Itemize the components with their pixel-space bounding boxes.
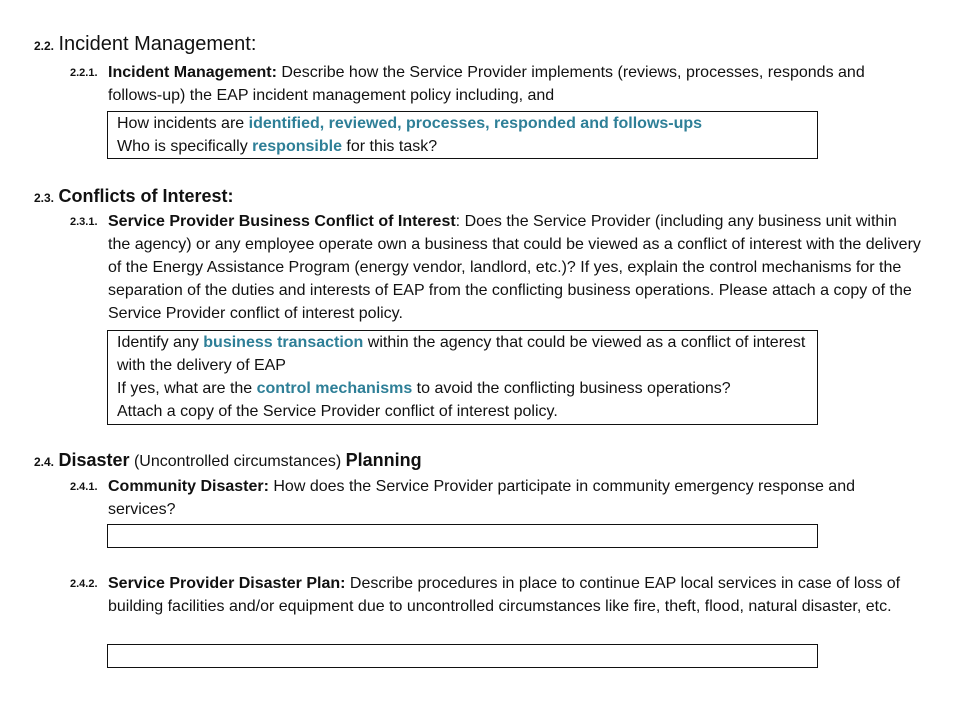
- guidance-text: If yes, what are the: [117, 380, 257, 397]
- section-2-2-heading: [34, 33, 256, 56]
- guidance-text: Who is specifically: [117, 138, 253, 155]
- section-2-4-heading: [34, 450, 422, 471]
- subsection-number: 2.3.1.: [70, 216, 98, 228]
- conflict-guidance-box: [107, 330, 818, 425]
- guidance-highlight: identified, reviewed, processes, responded and follows-ups: [248, 115, 703, 132]
- subsection-label: Service Provider Business Conflict of Interest: [108, 213, 456, 230]
- guidance-line: [117, 331, 809, 377]
- disaster-plan-response-field[interactable]: [107, 644, 818, 668]
- guidance-text: to avoid the conflicting business operations?: [412, 380, 731, 397]
- guidance-highlight: business transaction: [203, 334, 364, 351]
- section-title-part: Planning: [345, 450, 422, 470]
- subsection-number: 2.4.2.: [70, 578, 98, 590]
- section-2-3-heading: [34, 186, 233, 207]
- subsection-number: 2.4.1.: [70, 481, 98, 493]
- community-disaster-response-field[interactable]: [107, 524, 818, 548]
- section-title-part: Disaster: [58, 450, 130, 470]
- subsection-description: Describe how the Service Provider implements (reviews, processes, responds and follows-up) the EAP incident management policy including, and: [108, 64, 865, 104]
- guidance-highlight: control mechanisms: [256, 380, 413, 397]
- guidance-line: Attach a copy of the Service Provider conflict of interest policy.: [117, 403, 558, 420]
- incident-guidance-box: [107, 111, 818, 159]
- guidance-line: [117, 112, 817, 135]
- guidance-text: within the agency that could be viewed as a conflict of interest with the delivery of EAP: [117, 334, 806, 374]
- section-number: 2.3.: [34, 191, 55, 205]
- guidance-line: [117, 377, 809, 400]
- section-title-part: (Uncontrolled circumstances): [129, 453, 346, 470]
- subsection-2-2-1-text: [108, 61, 868, 107]
- subsection-label: Service Provider Disaster Plan:: [108, 575, 346, 592]
- guidance-text: for this task?: [341, 138, 438, 155]
- subsection-2-4-1-text: [108, 475, 923, 521]
- subsection-description: : Does the Service Provider (including any business unit within the agency) or any employee operate own a business that could be viewed as a conflict of interest with the delivery of the Energy Assistance Program (energy vendor, landlord, etc.)? If yes, explain the control mechanisms for the separation of the duties and interests of EAP from the conflicting business operations. Please attach a copy of the Service Provider conflict of interest policy.: [108, 213, 921, 322]
- guidance-line: [117, 135, 817, 158]
- subsection-description: How does the Service Provider participate in community emergency response and services?: [108, 478, 855, 518]
- subsection-label: Community Disaster:: [108, 478, 269, 495]
- subsection-2-4-2-text: [108, 572, 928, 618]
- guidance-text: Identify any: [117, 334, 204, 351]
- section-number: 2.4.: [34, 455, 55, 469]
- guidance-text: How incidents are: [117, 115, 249, 132]
- subsection-number: 2.2.1.: [70, 67, 98, 79]
- subsection-2-3-1-text: [108, 210, 923, 325]
- section-number: 2.2.: [34, 39, 55, 53]
- section-title: Conflicts of Interest:: [58, 186, 234, 206]
- subsection-description: Describe procedures in place to continue EAP local services in case of loss of building facilities and/or equipment due to uncontrolled circumstances like fire, theft, flood, natural disaster, etc.: [108, 575, 901, 615]
- section-title: Incident Management:: [58, 33, 257, 55]
- guidance-highlight: responsible: [252, 138, 342, 155]
- subsection-label: Incident Management:: [108, 64, 277, 81]
